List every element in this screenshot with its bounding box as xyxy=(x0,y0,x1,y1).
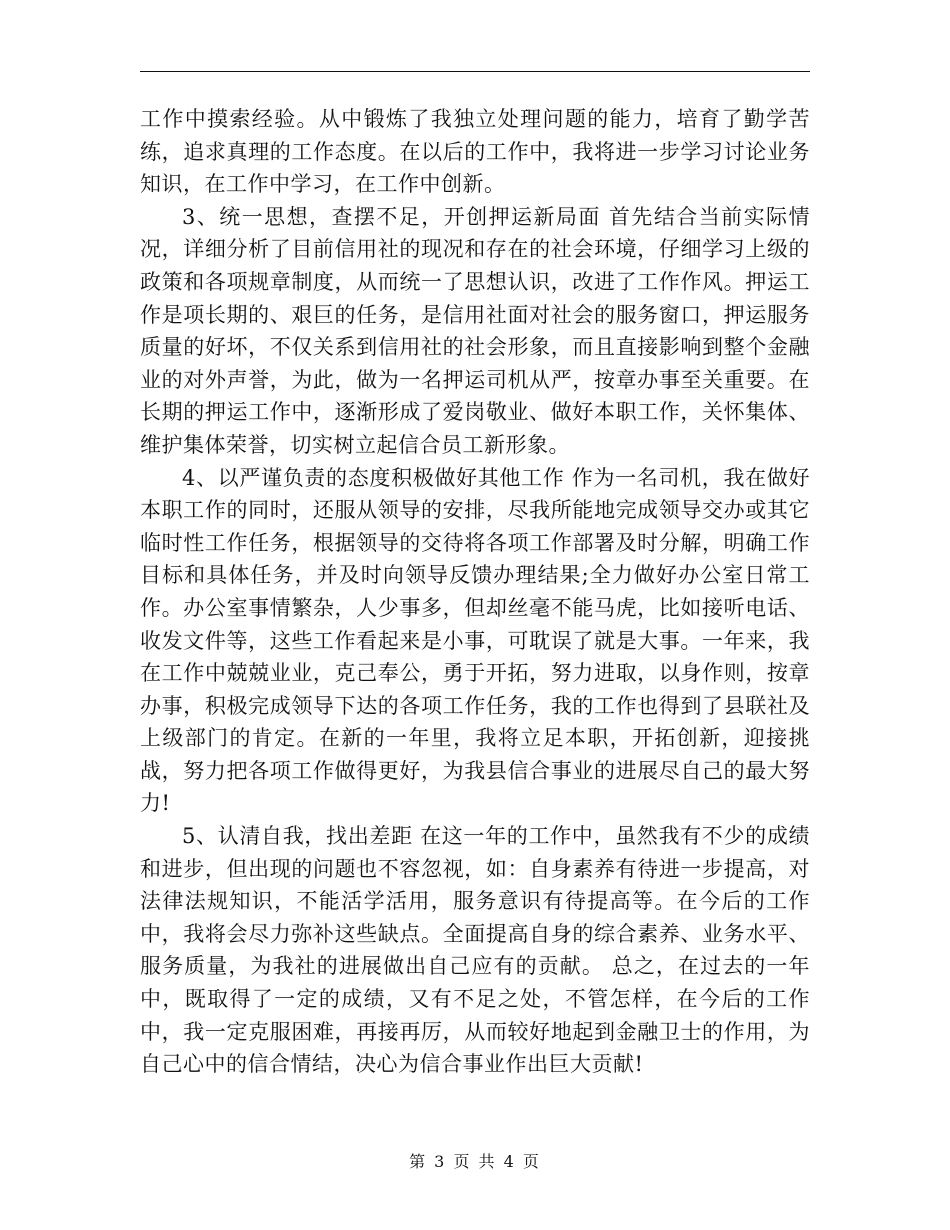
paragraph-continuation: 工作中摸索经验。从中锻炼了我独立处理问题的能力，培育了勤学苦练，追求真理的工作态度。在以后的工作中，我将进一步学习讨论业务知识，在工作中学习，在工作中创新。 xyxy=(140,107,810,197)
document-body xyxy=(140,103,810,1081)
header-rule xyxy=(140,71,810,72)
paragraph-section-4: 4、以严谨负责的态度积极做好其他工作 作为一名司机，我在做好本职工作的同时，还服从领导的安排，尽我所能地完成领导交办或其它临时性工作任务，根据领导的交待将各项工作部署及时分解，明确工作目标和具体任务，并及时向领导反馈办理结果;全力做好办公室日常工作。办公室事情繁杂，人少事多，但却丝毫不能马虎，比如接听电话、收发文件等，这些工作看起来是小事，可耽误了就是大事。一年来，我在工作中兢兢业业，克己奉公，勇于开拓，努力进取，以身作则，按章办事，积极完成领导下达的各项工作任务，我的工作也得到了县联社及上级部门的肯定。在新的一年里，我将立足本职，开拓创新，迎接挑战，努力把各项工作做得更好，为我县信合事业的进展尽自己的最大努力! xyxy=(140,465,810,816)
paragraph-section-5: 5、认清自我，找出差距 在这一年的工作中，虽然我有不少的成绩和进步，但出现的问题也不容忽视，如：自身素养有待进一步提高，对法律法规知识，不能活学活用，服务意识有待提高等。在今后的工作中，我将会尽力弥补这些缺点。全面提高自身的综合素养、业务水平、服务质量，为我社的进展做出自己应有的贡献。 总之，在过去的一年中，既取得了一定的成绩，又有不足之处，不管怎样，在今后的工作中，我一定克服困难，再接再厉，从而较好地起到金融卫士的作用，为自己心中的信合情结，决心为信合事业作出巨大贡献! xyxy=(140,824,810,1077)
paragraph-section-3: 3、统一思想，查摆不足，开创押运新局面 首先结合当前实际情况，详细分析了目前信用社的现况和存在的社会环境，仔细学习上级的政策和各项规章制度，从而统一了思想认识，改进了工作作风。押运工作是项长期的、艰巨的任务，是信用社面对社会的服务窗口，押运服务质量的好坏，不仅关系到信用社的社会形象，而且直接影响到整个金融业的对外声誉，为此，做为一名押运司机从严，按章办事至关重要。在长期的押运工作中，逐渐形成了爱岗敬业、做好本职工作，关怀集体、维护集体荣誉，切实树立起信合员工新形象。 xyxy=(140,204,810,457)
page-footer: 第 3 页 共 4 页 xyxy=(409,1152,541,1171)
